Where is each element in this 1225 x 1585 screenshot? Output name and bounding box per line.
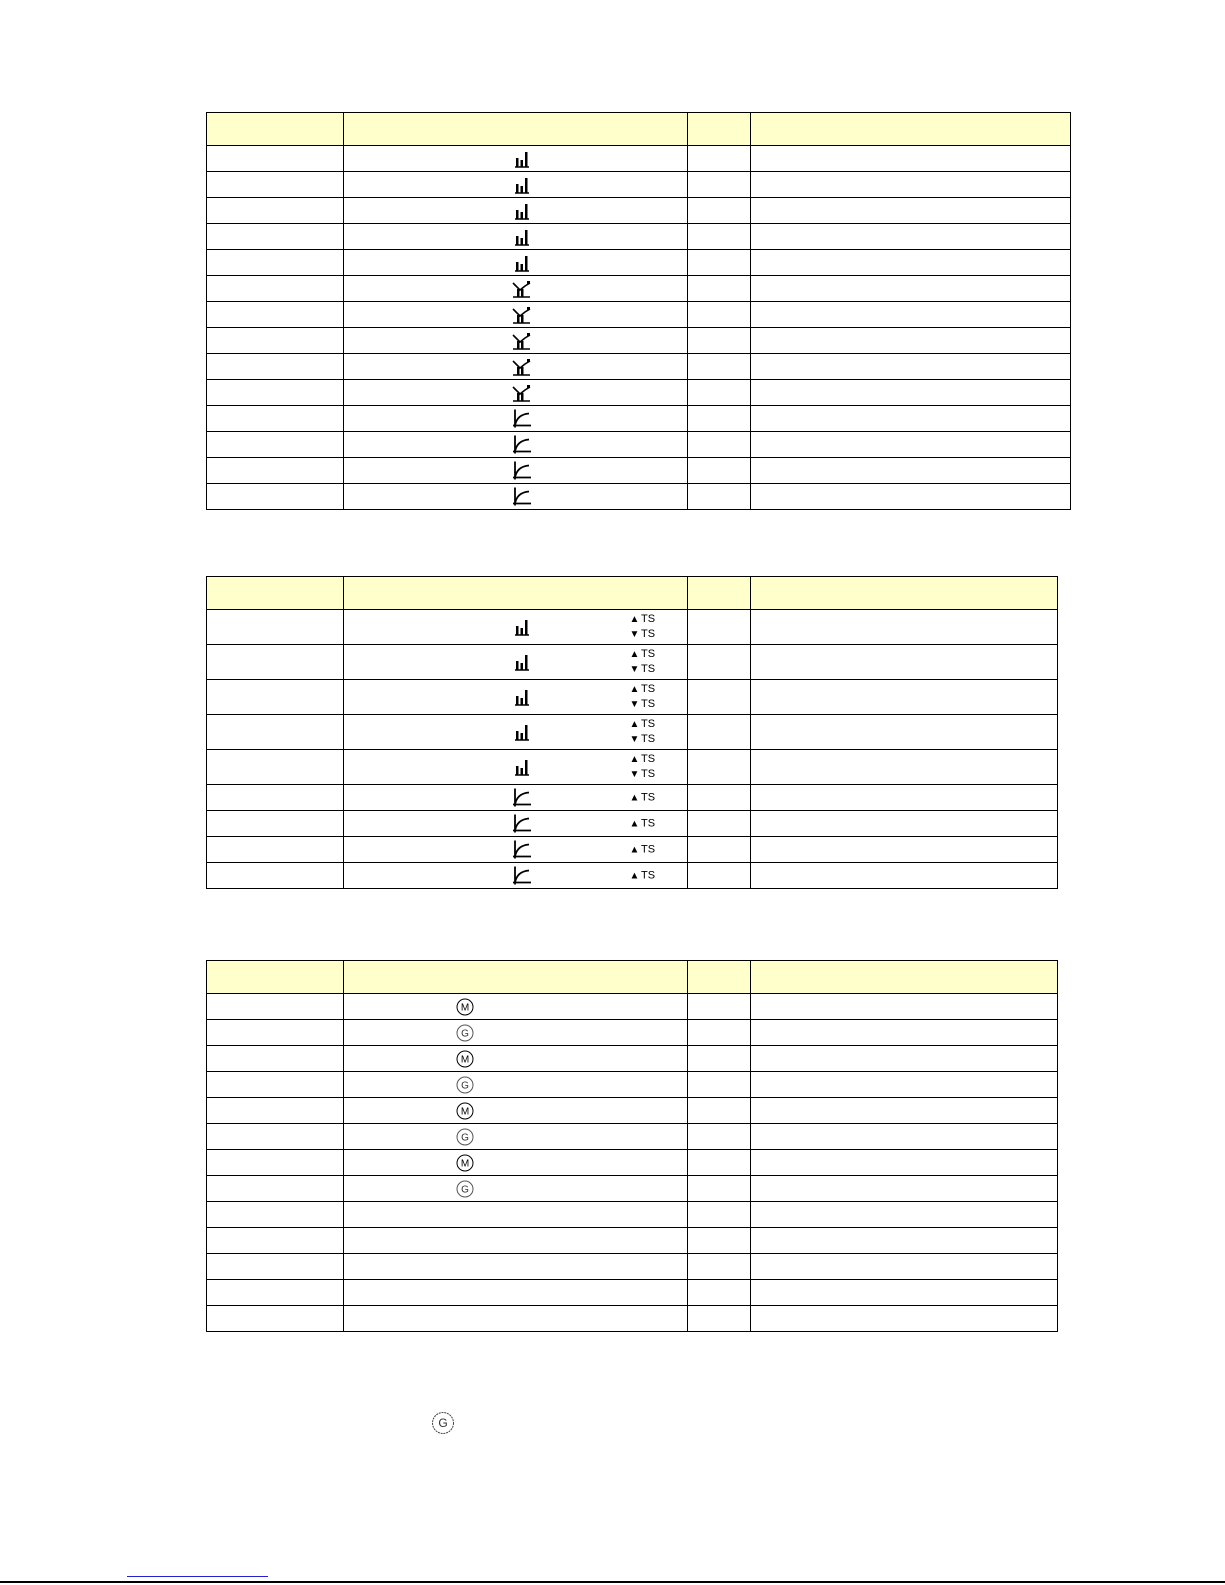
circle-letter: G bbox=[461, 1028, 469, 1039]
triangle-down-icon: ▼ bbox=[629, 734, 640, 745]
circle-letter: G bbox=[438, 1416, 448, 1430]
table-row bbox=[207, 1228, 1058, 1254]
threshold-labels bbox=[628, 682, 655, 712]
triangle-down-icon: ▼ bbox=[629, 629, 640, 640]
ts-up-label: TS bbox=[641, 613, 656, 625]
curve-chart-icon bbox=[512, 409, 532, 428]
bar-chart-icon bbox=[514, 150, 530, 168]
table-row bbox=[207, 1280, 1058, 1306]
circle-letter: G bbox=[461, 1184, 469, 1195]
triangle-up-icon: ▲ bbox=[629, 818, 640, 829]
table-row bbox=[207, 863, 1058, 889]
circle-g-icon bbox=[431, 1411, 455, 1435]
table-header bbox=[207, 961, 1058, 994]
threshold-labels bbox=[628, 612, 655, 642]
table-row bbox=[207, 484, 1071, 510]
circle-g-icon bbox=[456, 1128, 474, 1146]
curve-chart-icon bbox=[512, 866, 532, 885]
triangle-up-icon: ▲ bbox=[629, 684, 640, 695]
circle-m-icon bbox=[456, 1102, 474, 1120]
ts-up-label: TS bbox=[641, 718, 656, 730]
ts-down-label: TS bbox=[641, 628, 656, 640]
circle-m-icon bbox=[456, 1154, 474, 1172]
ts-down-label: TS bbox=[641, 698, 656, 710]
table-row bbox=[207, 750, 1058, 785]
triangle-down-icon: ▼ bbox=[629, 769, 640, 780]
table-row bbox=[207, 328, 1071, 354]
threshold-labels bbox=[628, 842, 655, 857]
table-3 bbox=[206, 960, 1058, 1332]
table-row bbox=[207, 1306, 1058, 1332]
table-row bbox=[207, 785, 1058, 811]
ts-up-label: TS bbox=[641, 648, 656, 660]
combo-chart-icon bbox=[512, 306, 532, 324]
ts-up-label: TS bbox=[641, 791, 656, 803]
ts-down-label: TS bbox=[641, 768, 656, 780]
table-header bbox=[207, 577, 1058, 610]
table-row bbox=[207, 432, 1071, 458]
ts-up-label: TS bbox=[641, 869, 656, 881]
threshold-labels bbox=[628, 647, 655, 677]
table-row bbox=[207, 645, 1058, 680]
table-row bbox=[207, 354, 1071, 380]
table-row bbox=[207, 715, 1058, 750]
circle-g-icon bbox=[456, 1024, 474, 1042]
circle-letter: M bbox=[460, 1002, 470, 1013]
triangle-up-icon: ▲ bbox=[629, 754, 640, 765]
table-row bbox=[207, 1046, 1058, 1072]
triangle-down-icon: ▼ bbox=[629, 664, 640, 675]
threshold-labels bbox=[628, 752, 655, 782]
table-2 bbox=[206, 576, 1058, 889]
circle-m-icon bbox=[456, 998, 474, 1016]
table-row bbox=[207, 302, 1071, 328]
table-row bbox=[207, 1072, 1058, 1098]
bar-chart-icon bbox=[514, 618, 530, 636]
combo-chart-icon bbox=[512, 358, 532, 376]
table-row bbox=[207, 811, 1058, 837]
table-row bbox=[207, 198, 1071, 224]
ts-up-label: TS bbox=[641, 843, 656, 855]
bar-chart-icon bbox=[514, 202, 530, 220]
table-row bbox=[207, 1124, 1058, 1150]
circle-g-icon bbox=[456, 1076, 474, 1094]
combo-chart-icon bbox=[512, 280, 532, 298]
table-1 bbox=[206, 112, 1071, 510]
triangle-up-icon: ▲ bbox=[629, 649, 640, 660]
circle-g-icon bbox=[456, 1180, 474, 1198]
triangle-down-icon: ▼ bbox=[629, 699, 640, 710]
triangle-up-icon: ▲ bbox=[629, 719, 640, 730]
bar-chart-icon bbox=[514, 176, 530, 194]
triangle-up-icon: ▲ bbox=[629, 614, 640, 625]
table-row bbox=[207, 458, 1071, 484]
threshold-labels bbox=[628, 717, 655, 747]
triangle-up-icon: ▲ bbox=[629, 870, 640, 881]
table-row bbox=[207, 224, 1071, 250]
ts-up-label: TS bbox=[641, 817, 656, 829]
table-row bbox=[207, 1176, 1058, 1202]
curve-chart-icon bbox=[512, 487, 532, 506]
table-row bbox=[207, 172, 1071, 198]
table-row bbox=[207, 1202, 1058, 1228]
table-row bbox=[207, 1150, 1058, 1176]
curve-chart-icon bbox=[512, 788, 532, 807]
bar-chart-icon bbox=[514, 228, 530, 246]
table-row bbox=[207, 837, 1058, 863]
table-row bbox=[207, 1020, 1058, 1046]
circle-letter: M bbox=[460, 1106, 470, 1117]
table-row bbox=[207, 406, 1071, 432]
circle-letter: G bbox=[461, 1132, 469, 1143]
ts-down-label: TS bbox=[641, 663, 656, 675]
circle-letter: G bbox=[461, 1080, 469, 1091]
table-row bbox=[207, 680, 1058, 715]
combo-chart-icon bbox=[512, 384, 532, 402]
ts-down-label: TS bbox=[641, 733, 656, 745]
circle-m-icon bbox=[456, 1050, 474, 1068]
bar-chart-icon bbox=[514, 723, 530, 741]
table-row bbox=[207, 276, 1071, 302]
triangle-up-icon: ▲ bbox=[629, 844, 640, 855]
ts-up-label: TS bbox=[641, 683, 656, 695]
table-header bbox=[207, 113, 1071, 146]
curve-chart-icon bbox=[512, 814, 532, 833]
table-row bbox=[207, 380, 1071, 406]
footer-link-underline[interactable] bbox=[127, 1576, 268, 1577]
page-bottom-rule bbox=[0, 1581, 1225, 1583]
threshold-labels bbox=[628, 868, 655, 883]
curve-chart-icon bbox=[512, 840, 532, 859]
table-row bbox=[207, 146, 1071, 172]
table-row bbox=[207, 1098, 1058, 1124]
bar-chart-icon bbox=[514, 758, 530, 776]
table-row bbox=[207, 610, 1058, 645]
circle-letter: M bbox=[460, 1158, 470, 1169]
bar-chart-icon bbox=[514, 653, 530, 671]
curve-chart-icon bbox=[512, 435, 532, 454]
curve-chart-icon bbox=[512, 461, 532, 480]
bar-chart-icon bbox=[514, 254, 530, 272]
ts-up-label: TS bbox=[641, 753, 656, 765]
table-row bbox=[207, 994, 1058, 1020]
threshold-labels bbox=[628, 790, 655, 805]
circle-letter: M bbox=[460, 1054, 470, 1065]
table-row bbox=[207, 250, 1071, 276]
combo-chart-icon bbox=[512, 332, 532, 350]
threshold-labels bbox=[628, 816, 655, 831]
triangle-up-icon: ▲ bbox=[629, 792, 640, 803]
table-row bbox=[207, 1254, 1058, 1280]
bar-chart-icon bbox=[514, 688, 530, 706]
